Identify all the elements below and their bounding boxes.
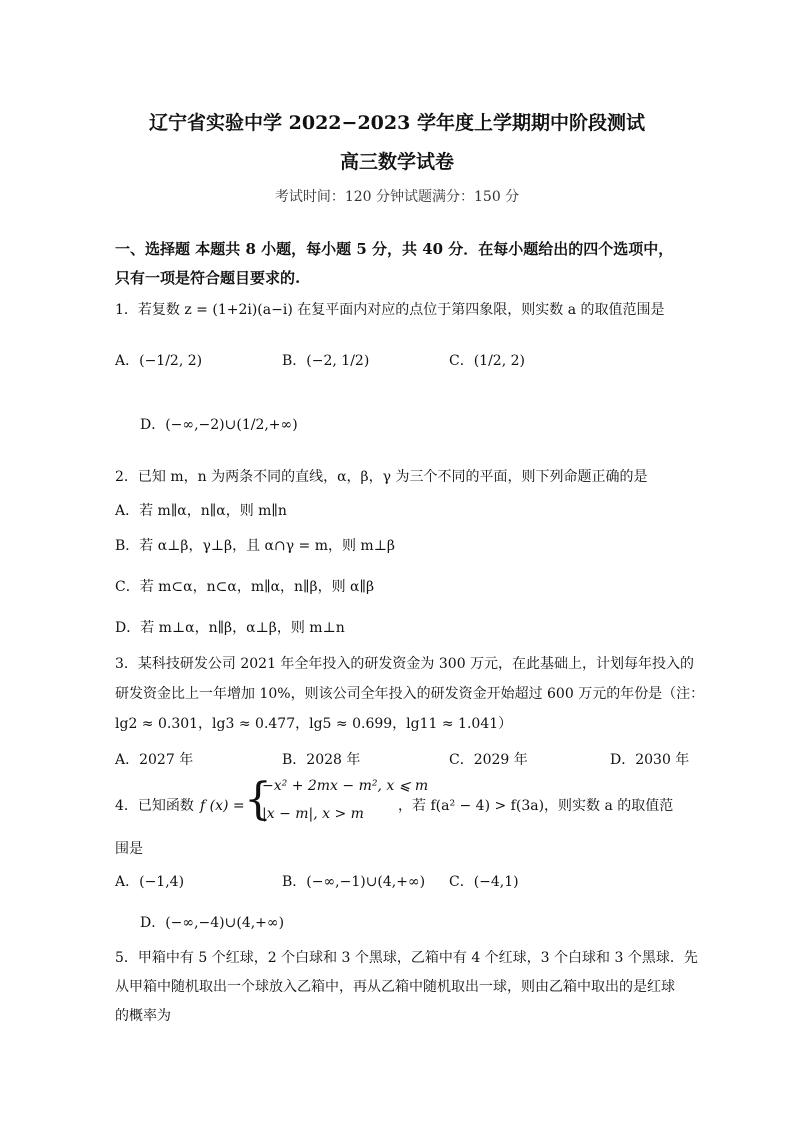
question-2-option-b: B．若 α⊥β，γ⊥β，且 α∩γ = m，则 m⊥β bbox=[115, 538, 395, 554]
question-4-option-c: C．(−4,1) bbox=[449, 874, 519, 890]
question-1-option-a: A．(−1/2, 2) bbox=[115, 353, 203, 369]
question-4-function-label: f (x) = bbox=[200, 798, 245, 814]
question-3-line3: lg2 ≈ 0.301，lg3 ≈ 0.477，lg5 ≈ 0.699，lg11 ≈ 1.041） bbox=[115, 716, 513, 732]
question-3-option-d: D．2030 年 bbox=[610, 752, 690, 768]
question-4-prefix: 4．已知函数 bbox=[115, 798, 194, 814]
question-4-option-b: B．(−∞,−1)∪(4,+∞) bbox=[282, 874, 426, 890]
question-3-line2: 研发资金比上一年增加 10%，则该公司全年投入的研发资金开始超过 600 万元的年份是（注： bbox=[115, 686, 705, 702]
question-1-option-b: B．(−2, 1/2) bbox=[282, 353, 370, 369]
question-1-option-c: C．(1/2, 2) bbox=[449, 353, 525, 369]
question-4-option-d: D．(−∞,−4)∪(4,+∞) bbox=[140, 915, 285, 931]
question-5-line2: 从甲箱中随机取出一个球放入乙箱中，再从乙箱中随机取出一球，则由乙箱中取出的是红球 bbox=[115, 979, 675, 995]
question-4-case-2: |x − m|, x > m bbox=[262, 806, 364, 822]
question-4-line2: 围是 bbox=[115, 841, 143, 857]
question-4-case-1: −x² + 2mx − m², x ⩽ m bbox=[262, 778, 429, 794]
question-2-option-a: A．若 m∥α，n∥α，则 m∥n bbox=[115, 503, 287, 519]
exam-meta: 考试时间：120 分钟试题满分：150 分 bbox=[274, 189, 520, 205]
question-4-option-a: A．(−1,4) bbox=[115, 874, 185, 890]
question-2-option-c: C．若 m⊂α，n⊂α，m∥α，n∥β，则 α∥β bbox=[115, 579, 375, 595]
question-5-line1: 5．甲箱中有 5 个红球，2 个白球和 3 个黑球，乙箱中有 4 个红球，3 个白球和 3 个黑球．先 bbox=[115, 950, 698, 966]
question-3-option-b: B．2028 年 bbox=[282, 752, 361, 768]
question-3-line1: 3．某科技研发公司 2021 年全年投入的研发资金为 300 万元，在此基础上，计划每年投入的 bbox=[115, 656, 695, 672]
question-2-stem: 2．已知 m，n 为两条不同的直线，α，β，γ 为三个不同的平面，则下列命题正确的是 bbox=[115, 469, 648, 485]
question-3-option-c: C．2029 年 bbox=[449, 752, 528, 768]
section-heading-line1: 一、选择题 本题共 8 小题，每小题 5 分，共 40 分．在每小题给出的四个选项中， bbox=[115, 240, 674, 258]
piecewise-brace: { bbox=[244, 774, 272, 825]
question-5-line3: 的概率为 bbox=[115, 1008, 171, 1024]
question-1-option-d: D．(−∞,−2)∪(1/2,+∞) bbox=[140, 417, 298, 433]
exam-title: 辽宁省实验中学 2022−2023 学年度上学期期中阶段测试 bbox=[149, 112, 645, 134]
question-3-option-a: A．2027 年 bbox=[115, 752, 194, 768]
question-2-option-d: D．若 m⊥α，n∥β，α⊥β，则 m⊥n bbox=[115, 620, 345, 636]
question-4-suffix: ，若 f(a² − 4) > f(3a)，则实数 a 的取值范 bbox=[398, 798, 674, 814]
question-1-stem: 1．若复数 z = (1+2i)(a−i) 在复平面内对应的点位于第四象限，则实数 a 的取值范围是 bbox=[115, 302, 665, 318]
exam-subtitle: 高三数学试卷 bbox=[339, 151, 454, 173]
section-heading-line2: 只有一项是符合题目要求的. bbox=[115, 269, 301, 287]
